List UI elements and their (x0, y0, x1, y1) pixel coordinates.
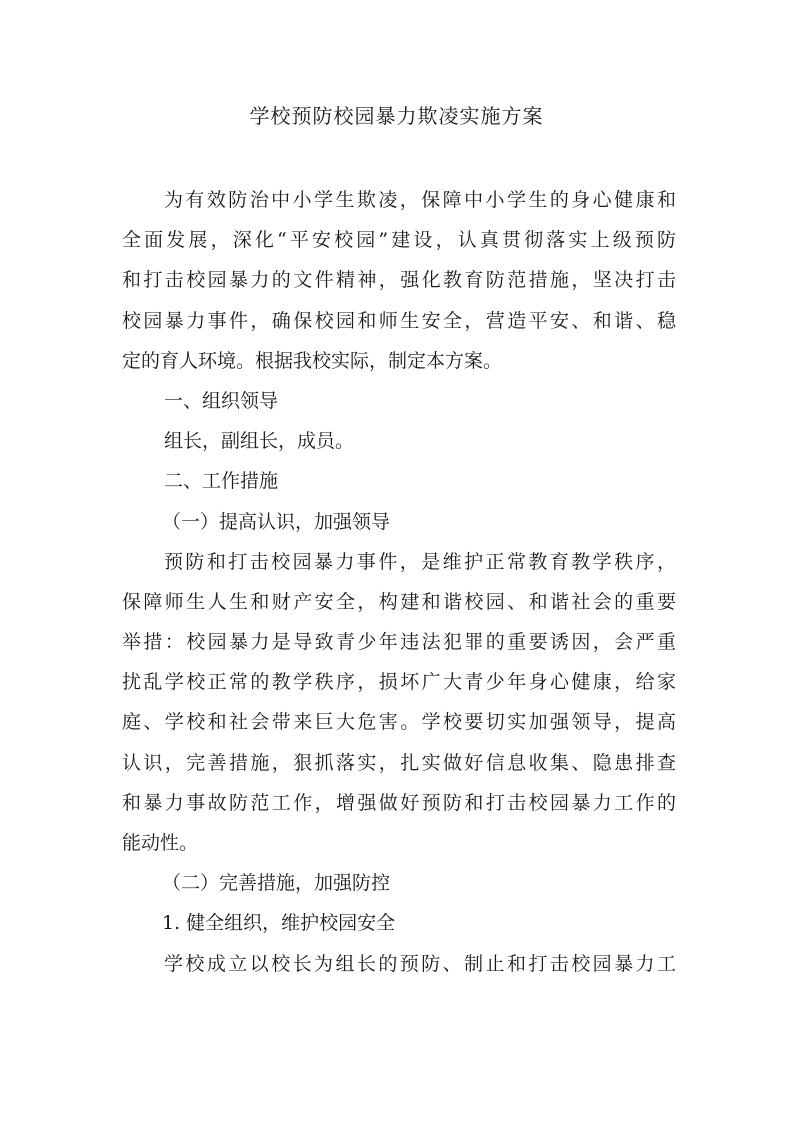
paragraph-line: 庭、学校和社会带来巨大危害。学校要切实加强领导，提高 (122, 711, 676, 734)
paragraph-line: 举措：校园暴力是导致青少年违法犯罪的重要诱因，会严重 (122, 631, 676, 654)
subsection-heading-prevention: （二）完善措施，加强防控 (162, 872, 391, 895)
paragraph-line: 为有效防治中小学生欺凌，保障中小学生的身心健康和 (164, 189, 676, 211)
paragraph-line: 扰乱学校正常的教学秩序，损坏广大青少年身心健康，给家 (122, 671, 676, 694)
section-heading-organization: 一、组织领导 (164, 389, 279, 412)
paragraph-line: 保障师生人生和财产安全，构建和谐校园、和谐社会的重要 (122, 590, 676, 613)
document-title: 学校预防校园暴力欺凌实施方案 (249, 104, 544, 128)
paragraph-line: 学校成立以校长为组长的预防、制止和打击校园暴力工 (164, 952, 676, 975)
section-heading-measures: 二、工作措施 (164, 470, 279, 493)
numbered-heading: 1. 健全组织，维护校园安全 (162, 912, 396, 935)
paragraph-line: 校园暴力事件，确保校园和师生安全，营造平安、和谐、稳 (122, 309, 676, 332)
paragraph-line: 组长，副组长，成员。 (164, 430, 355, 453)
subsection-heading-awareness: （一）提高认识，加强领导 (162, 510, 391, 533)
document-body (122, 180, 676, 984)
paragraph-line: 认识，完善措施，狠抓落实，扎实做好信息收集、隐患排查 (122, 751, 676, 774)
paragraph-line: 定的育人环境。根据我校实际，制定本方案。 (122, 349, 503, 372)
paragraph-line: 能动性。 (122, 832, 199, 854)
paragraph-line: 和打击校园暴力的文件精神，强化教育防范措施，坚决打击 (122, 269, 676, 292)
paragraph-line: 和暴力事故防范工作，增强做好预防和打击校园暴力工作的 (122, 791, 676, 814)
paragraph-line: 预防和打击校园暴力事件，是维护正常教育教学秩序， (164, 550, 676, 573)
paragraph-line: 全面发展，深化“平安校园”建设，认真贯彻落实上级预防 (122, 229, 676, 252)
